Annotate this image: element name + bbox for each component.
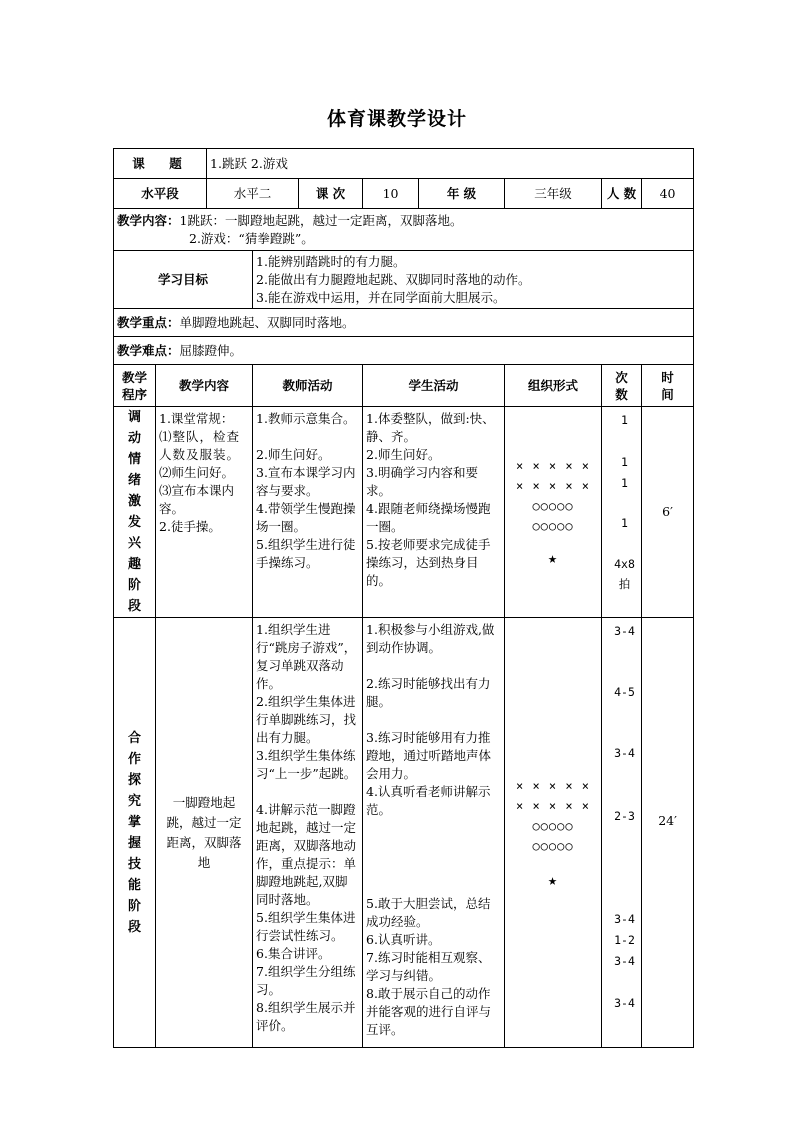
warmup-student-item: 1.体委整队，做到:快、静、齐。 <box>366 411 495 444</box>
skills-student-item: 2.练习时能够找出有力腿。 <box>366 676 491 709</box>
key-point-label: 教学重点： <box>117 314 180 330</box>
key-point <box>114 309 694 337</box>
skills-student-item: 3.练习时能够用有力推蹬地，通过听踏地声体会用力。 <box>366 730 492 781</box>
header-procedure: 教学程序 <box>114 365 156 407</box>
warmup-content-item: ⑴整队，检查人数及服装。 <box>159 429 241 462</box>
skills-teacher-item: 2.组织学生集体进行单脚跳练习，找出有力腿。 <box>256 694 357 745</box>
header-teacher: 教师活动 <box>253 365 363 407</box>
warmup-times <box>602 407 642 618</box>
warmup-duration: 6′ <box>642 407 694 618</box>
formation-row: ○○○○○ <box>532 818 574 833</box>
lesson-plan-table <box>113 148 694 1048</box>
topic-value: 1.跳跃 2.游戏 <box>207 149 694 179</box>
goals-label: 学习目标 <box>114 251 253 309</box>
stage-skills: 合作探究掌握技能阶段 <box>114 618 156 1048</box>
times-value: 4x8 <box>614 557 635 571</box>
teacher-star-icon: ★ <box>548 870 559 889</box>
count-value: 40 <box>642 179 694 209</box>
skills-teacher-item: 5.组织学生集体进行尝试性练习。 <box>256 910 356 943</box>
difficulty-label: 教学难点： <box>117 342 180 358</box>
skills-student-item: 8.敢于展示自己的动作并能客观的进行自评与互评。 <box>366 986 492 1037</box>
topic-label: 课 题 <box>114 149 207 179</box>
formation-row: ○○○○○ <box>532 838 574 853</box>
skills-student-item: 6.认真听讲。 <box>366 932 441 947</box>
times-value: 1-2 <box>614 933 635 947</box>
header-duration: 时间 <box>642 365 694 407</box>
times-value: 3-4 <box>614 624 635 638</box>
goal-item: 3.能在游戏中运用，并在同学面前大胆展示。 <box>256 289 506 305</box>
warmup-student-item: 3.明确学习内容和要求。 <box>366 465 478 498</box>
warmup-teacher <box>253 407 363 618</box>
header-student: 学生活动 <box>363 365 505 407</box>
times-value: 4-5 <box>614 685 635 699</box>
skills-teacher-item: 7.组织学生分组练习。 <box>256 964 356 997</box>
level-value: 水平二 <box>207 179 299 209</box>
session-value: 10 <box>363 179 419 209</box>
warmup-teacher-item: 5.组织学生进行徒手操练习。 <box>256 537 356 570</box>
skills-teacher <box>253 618 363 1048</box>
times-value: 3-4 <box>614 954 635 968</box>
warmup-student-item: 5.按老师要求完成徒手操练习，达到热身目的。 <box>366 537 491 588</box>
warmup-teacher-spacer <box>256 428 359 446</box>
teacher-star-icon: ★ <box>548 549 559 567</box>
grade-label: 年 级 <box>419 179 505 209</box>
page-title: 体育课教学设计 <box>326 108 467 130</box>
warmup-content <box>156 407 253 618</box>
warmup-teacher-item: 2.师生问好。 <box>256 447 331 462</box>
level-label: 水平段 <box>114 179 207 209</box>
formation-row: ○○○○○ <box>532 519 574 533</box>
content-line-2: 2.游戏：“猜拳蹬跳”。 <box>189 231 314 246</box>
formation-row: × × × × × <box>516 459 591 473</box>
header-org: 组织形式 <box>505 365 602 407</box>
count-label: 人 数 <box>602 179 642 209</box>
formation-row: × × × × × <box>516 479 591 493</box>
skills-student <box>363 618 505 1048</box>
warmup-formation <box>505 407 602 618</box>
goal-item: 1.能辨别踏跳时的有力腿。 <box>256 253 406 269</box>
warmup-content-item: 1.课堂常规： <box>159 411 234 426</box>
skills-teacher-item: 6.集合讲评。 <box>256 946 331 961</box>
skills-times <box>602 618 642 1048</box>
warmup-teacher-item: 1.教师示意集合。 <box>256 411 356 426</box>
skills-teacher-item: 1.组织学生进行“跳房子游戏”，复习单跳双落动作。 <box>256 622 357 691</box>
difficulty <box>114 337 694 365</box>
times-value: 拍 <box>618 577 631 591</box>
key-point-value: 单脚蹬地跳起、双脚同时落地。 <box>179 314 355 330</box>
warmup-student <box>363 407 505 618</box>
content-line-1: 1跳跃：一脚蹬地起跳，越过一定距离，双脚落地。 <box>179 213 463 228</box>
stage-warmup: 调动情绪激发兴趣阶段 <box>114 407 156 618</box>
difficulty-value: 屈膝蹬伸。 <box>179 342 243 358</box>
goal-item: 2.能做出有力腿蹬地起跳、双脚同时落地的动作。 <box>256 271 531 287</box>
skills-student-item: 4.认真听看老师讲解示范。 <box>366 784 491 817</box>
times-value: 1 <box>621 413 628 427</box>
skills-teacher-item: 4.讲解示范一脚蹬地起跳，越过一定距离，双脚落地动作，重点提示：单脚蹬地跳起,双脚同时落地。 <box>256 802 357 907</box>
skills-teacher-item: 8.组织学生展示并评价。 <box>256 1000 356 1033</box>
warmup-content-item: 2.徒手操。 <box>159 519 221 534</box>
times-value: 3-4 <box>614 996 635 1010</box>
grade-value: 三年级 <box>505 179 602 209</box>
skills-formation <box>505 618 602 1048</box>
warmup-content-item: ⑵师生问好。 <box>159 465 235 480</box>
warmup-content-item: ⑶宣布本课内容。 <box>159 483 235 516</box>
times-value: 1 <box>621 455 628 469</box>
session-label: 课 次 <box>299 179 363 209</box>
skills-student-item: 5.敢于大胆尝试，总结成功经验。 <box>366 896 491 929</box>
header-times: 次数 <box>602 365 642 407</box>
skills-duration: 24′ <box>642 618 694 1048</box>
header-content: 教学内容 <box>156 365 253 407</box>
times-value: 1 <box>621 516 628 530</box>
skills-content: 一脚蹬地起跳，越过一定距离，双脚落地 <box>156 618 253 1048</box>
times-value: 1 <box>621 476 628 490</box>
warmup-student-item: 2.师生问好。 <box>366 447 441 462</box>
content-label: 教学内容： <box>117 213 180 228</box>
formation-row: × × × × × <box>516 778 591 793</box>
warmup-student-item: 4.跟随老师绕操场慢跑一圈。 <box>366 501 491 534</box>
goals-list <box>253 251 694 309</box>
times-value: 3-4 <box>614 912 635 926</box>
times-value: 2-3 <box>614 809 635 823</box>
warmup-teacher-item: 3.宣布本课学习内容与要求。 <box>256 465 356 498</box>
formation-row: × × × × × <box>516 798 591 813</box>
formation-row: ○○○○○ <box>532 499 574 513</box>
skills-student-item: 7.练习时能相互观察、学习与纠错。 <box>366 950 491 983</box>
times-value: 3-4 <box>614 746 635 760</box>
skills-student-item: 1.积极参与小组游戏,做到动作协调。 <box>366 622 495 655</box>
teaching-content <box>114 209 694 251</box>
skills-teacher-item: 3.组织学生集体练习“上一步”起跳。 <box>256 748 357 781</box>
warmup-teacher-item: 4.带领学生慢跑操场一圈。 <box>256 501 356 534</box>
